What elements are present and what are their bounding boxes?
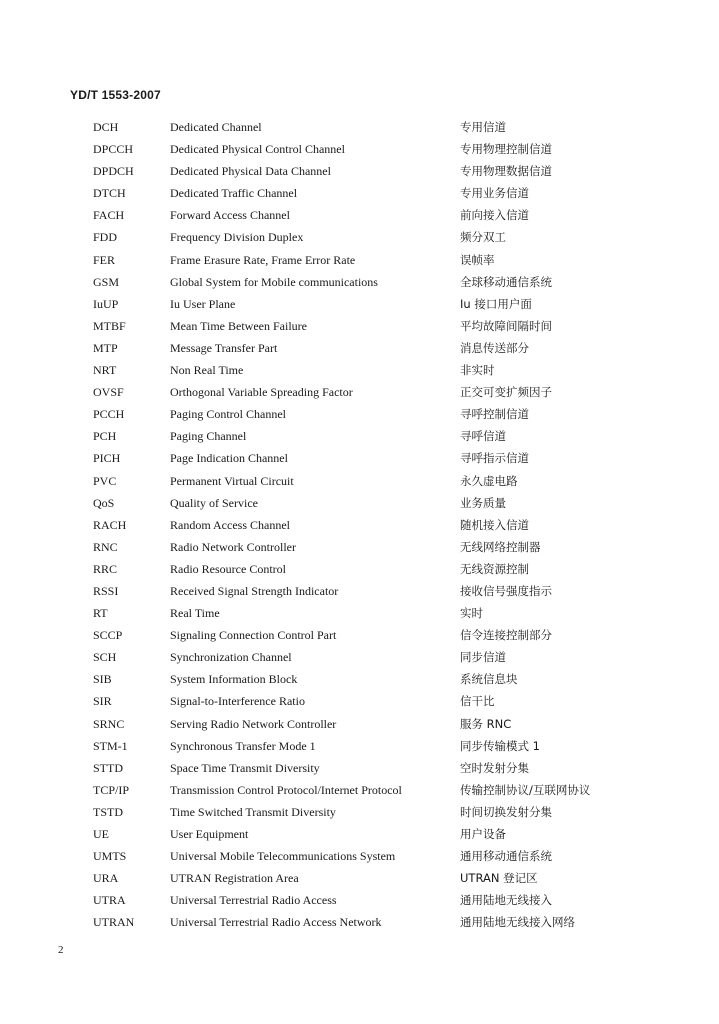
list-item [0,359,719,381]
list-item [0,602,719,624]
english-term: Iu User Plane [170,296,236,311]
abbreviation: PCH [93,429,117,444]
abbreviation: IuUP [93,296,119,311]
english-term: Synchronization Channel [170,650,292,665]
abbreviation: FDD [93,230,118,245]
list-item [0,249,719,271]
abbreviation: DPCCH [93,142,134,157]
list-item [0,558,719,580]
abbreviation: FACH [93,208,125,223]
list-item [0,182,719,204]
list-item [0,514,719,536]
list-item [0,271,719,293]
list-item [0,492,719,514]
chinese-term: 寻呼控制信道 [460,407,529,422]
list-item [0,646,719,668]
chinese-term: 消息传送部分 [460,340,529,355]
chinese-term: 专用信道 [460,120,506,134]
abbreviation: UE [93,827,109,841]
list-item [0,204,719,226]
chinese-term: 误帧率 [460,252,495,267]
chinese-term: 传输控制协议/互联网协议 [460,782,591,797]
abbreviation: GSM [93,274,120,289]
english-term: Dedicated Physical Data Channel [170,164,331,179]
chinese-term: 业务质量 [460,495,506,510]
list-item [0,779,719,801]
abbreviation: TCP/IP [93,782,130,797]
chinese-term: 通用陆地无线接入网络 [460,915,575,930]
list-item [0,381,719,403]
english-term: Universal Mobile Telecommunications System [170,849,396,864]
english-term: Global System for Mobile communications [170,274,378,289]
abbreviation: SCCP [93,628,123,643]
list-item [0,403,719,425]
english-term: Permanent Virtual Circuit [170,473,294,488]
english-term: Dedicated Channel [170,120,262,134]
chinese-term: 用户设备 [460,827,506,841]
list-item [0,624,719,646]
chinese-term: 寻呼信道 [460,429,506,444]
chinese-term: 通用陆地无线接入 [460,893,552,908]
abbreviation: PVC [93,473,117,488]
abbreviation-list [0,116,719,933]
abbreviation: STM-1 [93,738,128,753]
chinese-term: 寻呼指示信道 [460,451,529,466]
list-item [0,713,719,735]
english-term: Message Transfer Part [170,340,278,355]
chinese-term: 同步传输模式 1 [460,738,540,753]
list-item [0,447,719,469]
chinese-term: 空时发射分集 [460,760,529,775]
english-term: Frame Erasure Rate, Frame Error Rate [170,252,356,267]
english-term: Dedicated Traffic Channel [170,186,298,201]
english-term: UTRAN Registration Area [170,871,299,886]
english-term: Radio Resource Control [170,561,286,576]
chinese-term: Iu 接口用户面 [460,296,532,311]
english-term: Page Indication Channel [170,451,288,466]
english-term: Mean Time Between Failure [170,318,307,333]
abbreviation: RT [93,606,108,621]
abbreviation: FER [93,252,116,267]
chinese-term: 通用移动通信系统 [460,849,552,864]
abbreviation: UTRAN [93,915,135,930]
chinese-term: 专用业务信道 [460,186,529,201]
list-item [0,160,719,182]
abbreviation: RSSI [93,583,119,598]
abbreviation: SIR [93,694,112,709]
chinese-term: 正交可变扩频因子 [460,385,552,400]
english-term: Received Signal Strength Indicator [170,583,339,598]
abbreviation: DTCH [93,186,126,201]
page-number: 2 [58,944,64,956]
abbreviation: PICH [93,451,121,466]
chinese-term: 时间切换发射分集 [460,804,552,819]
list-item [0,889,719,911]
english-term: Orthogonal Variable Spreading Factor [170,385,353,400]
chinese-term: 信令连接控制部分 [460,628,552,643]
list-item [0,911,719,933]
english-term: Forward Access Channel [170,208,290,223]
english-term: Paging Channel [170,429,247,444]
list-item [0,845,719,867]
chinese-term: 无线网络控制器 [460,539,541,554]
abbreviation: SIB [93,672,112,687]
list-item [0,315,719,337]
abbreviation: SCH [93,650,117,665]
list-item [0,690,719,712]
english-term: User Equipment [170,827,249,841]
abbreviation: QoS [93,495,115,510]
list-item [0,668,719,690]
chinese-term: 频分双工 [460,230,506,245]
chinese-term: 接收信号强度指示 [460,583,552,598]
abbreviation: OVSF [93,385,124,400]
list-item [0,757,719,779]
english-term: Serving Radio Network Controller [170,716,337,731]
chinese-term: 随机接入信道 [460,517,529,532]
english-term: Dedicated Physical Control Channel [170,142,345,157]
chinese-term: 平均故障间隔时间 [460,318,552,333]
abbreviation: URA [93,871,119,886]
chinese-term: 信干比 [460,694,495,709]
chinese-term: 系统信息块 [460,672,518,687]
english-term: System Information Block [170,672,298,687]
abbreviation: MTBF [93,318,126,333]
abbreviation: DPDCH [93,164,134,179]
list-item [0,867,719,889]
list-item [0,470,719,492]
english-term: Non Real Time [170,363,244,378]
chinese-term: 永久虚电路 [460,473,518,488]
abbreviation: RACH [93,517,127,532]
abbreviation: DCH [93,120,119,134]
chinese-term: 非实时 [460,363,495,378]
english-term: Signaling Connection Control Part [170,628,337,643]
abbreviation: PCCH [93,407,125,422]
abbreviation: TSTD [93,804,123,819]
abbreviation: RNC [93,539,118,554]
list-item [0,536,719,558]
abbreviation: UMTS [93,849,127,864]
english-term: Transmission Control Protocol/Internet Protocol [170,782,402,797]
abbreviation: NRT [93,363,117,378]
abbreviation: STTD [93,760,123,775]
list-item [0,116,719,138]
chinese-term: 全球移动通信系统 [460,274,552,289]
abbreviation: UTRA [93,893,126,908]
abbreviation: SRNC [93,716,125,731]
chinese-term: 服务 RNC [460,716,512,731]
list-item [0,138,719,160]
list-item [0,823,719,845]
english-term: Universal Terrestrial Radio Access [170,893,337,908]
english-term: Universal Terrestrial Radio Access Network [170,915,382,930]
chinese-term: 专用物理数据信道 [460,164,552,179]
english-term: Synchronous Transfer Mode 1 [170,738,316,753]
list-item [0,226,719,248]
list-item [0,337,719,359]
chinese-term: UTRAN 登记区 [460,871,538,886]
english-term: Signal-to-Interference Ratio [170,694,305,709]
english-term: Space Time Transmit Diversity [170,760,320,775]
list-item [0,425,719,447]
chinese-term: 同步信道 [460,650,506,665]
chinese-term: 实时 [460,606,483,621]
abbreviation: RRC [93,561,118,576]
chinese-term: 前向接入信道 [460,208,529,223]
list-item [0,580,719,602]
list-item [0,735,719,757]
english-term: Time Switched Transmit Diversity [170,804,336,819]
english-term: Random Access Channel [170,517,290,532]
english-term: Radio Network Controller [170,539,296,554]
english-term: Quality of Service [170,495,258,510]
chinese-term: 无线资源控制 [460,561,529,576]
english-term: Paging Control Channel [170,407,286,422]
english-term: Real Time [170,606,220,621]
abbreviation: MTP [93,340,118,355]
document-id-header: YD/T 1553-2007 [70,88,161,102]
english-term: Frequency Division Duplex [170,230,304,245]
list-item [0,293,719,315]
list-item [0,801,719,823]
chinese-term: 专用物理控制信道 [460,142,552,157]
